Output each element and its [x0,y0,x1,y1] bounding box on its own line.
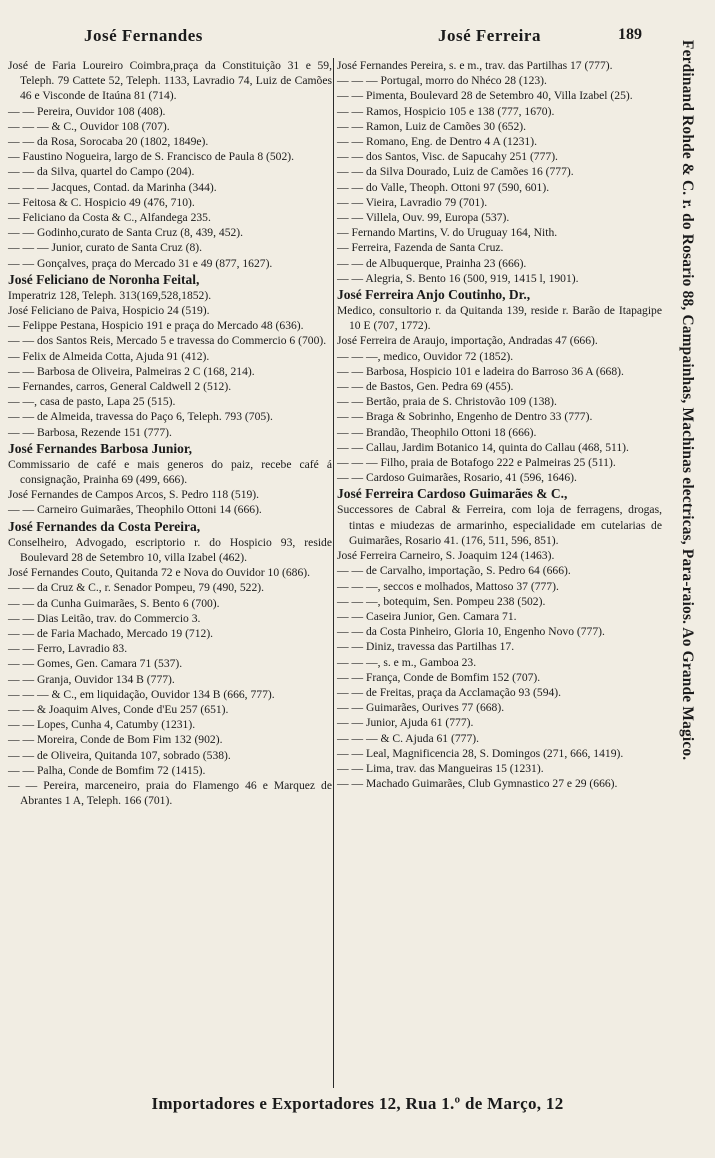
directory-entry: — — de Carvalho, importação, S. Pedro 64 (666). [337,564,571,578]
directory-entry: José Fernandes Pereira, s. e m., trav. das Partilhas 17 (777). [337,59,613,72]
directory-entry: — Felix de Almeida Cotta, Ajuda 91 (412). [8,349,210,363]
directory-entry: — — Pereira, marceneiro, praia do Flamengo 46 e Marquez de Abrantes 1 A, Teleph. 166 (701). [8,778,332,808]
directory-entry: Imperatriz 128, Teleph. 313(169,528,1852). [8,288,212,302]
directory-entry: — — Braga & Sobrinho, Engenho de Dentro 33 (777). [337,410,593,424]
right-column [337,58,662,791]
directory-entry: Medico, consultorio r. da Quitanda 139, reside r. Barão de Itapagipe 10 E (707, 1772). [337,304,662,333]
header-right-title: José Ferreira [438,26,541,45]
directory-entry: José de Faria Loureiro Coimbra,praça da Constituição 31 e 59, Teleph. 79 Cattete 52, Teleph. 1133, Lavradio 74, Luiz de Camões 46 e Visconde de Itaúna 81 (714). [8,59,332,103]
directory-entry: — — Pereira, Ouvidor 108 (408). [8,104,166,118]
directory-entry: — — dos Santos Reis, Mercado 5 e travessa do Commercio 6 (700). [8,334,327,348]
directory-entry: — — —, s. e m., Gamboa 23. [337,655,477,669]
directory-entry: José Ferreira Carneiro, S. Joaquim 124 (1463). [337,549,555,563]
page-footer: Importadores e Exportadores 12, Rua 1.º de Março, 12 [151,1094,564,1113]
directory-entry: — — Caseira Junior, Gen. Camara 71. [337,609,517,623]
directory-heading-entry: José Fernandes da Costa Pereira, [8,518,201,534]
directory-entry: — — Pimenta, Boulevard 28 de Setembro 40, Villa Izabel (25). [337,89,633,103]
directory-entry: — — Palha, Conde de Bomfim 72 (1415). [8,763,206,777]
directory-entry: — — Bertão, praia de S. Christovão 109 (138). [337,395,557,409]
directory-entry: — — Lima, trav. das Mangueiras 15 (1231). [337,761,544,775]
directory-entry: — — dos Santos, Visc. de Sapucahy 251 (777). [337,150,558,164]
directory-entry: — — Granja, Ouvidor 134 B (777). [8,672,175,686]
directory-entry: — — Barbosa, Hospicio 101 e ladeira do Barroso 36 A (668). [337,364,624,378]
directory-entry: — — — Junior, curato de Santa Cruz (8). [8,241,203,255]
directory-entry: — — Ferro, Lavradio 83. [8,642,128,656]
directory-entry: — — da Silva, quartel do Campo (204). [8,165,195,179]
directory-entry: — —, casa de pasto, Lapa 25 (515). [8,395,176,409]
directory-entry: — — Moreira, Conde de Bom Fim 132 (902). [8,733,223,747]
side-banner [668,40,712,1070]
directory-entry: — Feitosa & C. Hospicio 49 (476, 710). [8,195,195,209]
page-header [0,26,670,50]
directory-entry: — Fernando Martins, V. do Uruguay 164, Nith. [337,226,558,240]
directory-entry: — — & Joaquim Alves, Conde d'Eu 257 (651). [8,702,229,716]
directory-entry: — — — & C., em liquidação, Ouvidor 134 B (666, 777). [8,687,275,701]
directory-entry: — — da Costa Pinheiro, Gloria 10, Engenho Novo (777). [337,625,605,639]
directory-heading-entry: José Fernandes Barbosa Junior, [8,440,193,456]
directory-entry: — — Godinho,curato de Santa Cruz (8, 439, 452). [8,226,244,240]
directory-entry: Commissario de café e mais generos do paiz, recebe café á consignação, Prainha 69 (499, 666). [8,457,332,487]
directory-entry: José Feliciano de Paiva, Hospicio 24 (519). [8,304,210,318]
directory-entry: — Fernandes, carros, General Caldwell 2 (512). [8,380,232,394]
directory-entry: — — Guimarães, Ourives 77 (668). [337,701,505,715]
directory-entry: — — Vieira, Lavradio 79 (701). [337,195,488,209]
directory-entry: — — da Rosa, Sorocaba 20 (1802, 1849e). [8,135,209,149]
directory-entry: — — — Jacques, Contad. da Marinha (344). [8,180,217,194]
directory-entry: Successores de Cabral & Ferreira, com loja de ferragens, drogas, tintas e miudezas de armarinho, especialidade em cutelarias de Guimarães, Rosario 41. (176, 511, 596, 851). [337,503,662,547]
directory-entry: — — Gomes, Gen. Camara 71 (537). [8,657,183,671]
left-column [8,58,332,808]
directory-entry: — — Diniz, travessa das Partilhas 17. [337,640,515,654]
header-left-title: José Fernandes [84,26,203,45]
directory-entry: — — França, Conde de Bomfim 152 (707). [337,670,541,684]
directory-entry: — — — Portugal, morro do Nhéco 28 (123). [337,74,547,88]
directory-entry: — Faustino Nogueira, largo de S. Francisco de Paula 8 (502). [8,150,295,164]
directory-entry: — — — Filho, praia de Botafogo 222 e Palmeiras 25 (511). [337,456,616,470]
directory-entry: — — — & C. Ajuda 61 (777). [337,731,480,745]
directory-entry: — — Callau, Jardim Botanico 14, quinta do Callau (468, 511). [337,440,629,454]
directory-entry: — — Brandão, Theophilo Ottoni 18 (666). [337,425,537,439]
directory-entry: — — —, botequim, Sen. Pompeu 238 (502). [337,594,546,608]
directory-entry: — — Barbosa de Oliveira, Palmeiras 2 C (168, 214). [8,364,255,378]
directory-entry: Conselheiro, Advogado, escriptorio r. do Hospicio 93, reside Boulevard 28 de Setembro 10, villa Izabel (462). [8,535,332,564]
directory-heading-entry: José Feliciano de Noronha Feital, [8,271,200,287]
directory-entry: — — Gonçalves, praça do Mercado 31 e 49 (877, 1627). [8,256,273,270]
directory-entry: — — de Oliveira, Quitanda 107, sobrado (538). [8,748,231,762]
directory-entry: — — de Freitas, praça da Acclamação 93 (594). [337,685,562,699]
directory-entry: — — Alegria, S. Bento 16 (500, 919, 1415 l, 1901). [337,271,579,285]
directory-heading-entry: José Ferreira Cardoso Guimarães & C., [337,486,568,502]
directory-entry: — — —, seccos e molhados, Mattoso 37 (777). [337,579,559,593]
directory-entry: — — Dias Leitão, trav. do Commercio 3. [8,611,201,625]
directory-entry: José Fernandes Couto, Quitanda 72 e Nova do Ouvidor 10 (686). [8,566,311,580]
directory-entry: — — Junior, Ajuda 61 (777). [337,716,474,730]
directory-entry: — Ferreira, Fazenda de Santa Cruz. [337,241,504,255]
directory-entry: — — Ramon, Luiz de Camões 30 (652). [337,119,527,133]
page-number: 189 [618,26,642,43]
directory-entry: — — — & C., Ouvidor 108 (707). [8,119,170,133]
directory-entry: — — de Almeida, travessa do Paço 6, Teleph. 793 (705). [8,410,273,424]
directory-entry: — — Romano, Eng. de Dentro 4 A (1231). [337,135,537,149]
directory-entry: — — de Faria Machado, Mercado 19 (712). [8,626,214,640]
directory-entry: — Feliciano da Costa & C., Alfandega 235. [8,211,211,225]
directory-entry: — — Machado Guimarães, Club Gymnastico 27 e 29 (666). [337,777,618,791]
directory-entry: — — Barbosa, Rezende 151 (777). [8,425,172,439]
directory-entry: — — de Bastos, Gen. Pedra 69 (455). [337,380,514,394]
directory-entry: — — da Cunha Guimarães, S. Bento 6 (700). [8,596,220,610]
directory-heading-entry: José Ferreira Anjo Coutinho, Dr., [337,287,531,303]
directory-entry: — — Ramos, Hospicio 105 e 138 (777, 1670). [337,104,555,118]
directory-entry: — — do Valle, Theoph. Ottoni 97 (590, 601). [337,180,550,194]
directory-entry: — — Carneiro Guimarães, Theophilo Ottoni 14 (666). [8,503,262,517]
directory-entry: — — de Albuquerque, Prainha 23 (666). [337,256,527,270]
directory-entry: José Ferreira de Araujo, importação, Andradas 47 (666). [337,334,598,348]
directory-entry: — — da Cruz & C., r. Senador Pompeu, 79 (490, 522). [8,581,265,595]
directory-entry: — — da Silva Dourado, Luiz de Camões 16 (777). [337,165,574,179]
side-banner-text: Ferdinand Rohde & C. r. do Rosario 88, Campainhas, Machinas electricas, Para-raios. Ao Grande Magico. [679,40,696,761]
directory-entry: — — Villela, Ouv. 99, Europa (537). [337,211,510,225]
directory-entry: — — Leal, Magnificencia 28, S. Domingos (271, 666, 1419). [337,746,624,760]
directory-entry: — Felippe Pestana, Hospicio 191 e praça do Mercado 48 (636). [8,319,304,333]
directory-entry: — — Cardoso Guimarães, Rosario, 41 (596, 1646). [337,471,577,485]
directory-entry: — — Lopes, Cunha 4, Catumby (1231). [8,718,196,732]
directory-entry: José Fernandes de Campos Arcos, S. Pedro 118 (519). [8,488,260,502]
directory-entry: — — —, medico, Ouvidor 72 (1852). [337,349,514,363]
column-divider [333,58,334,1088]
